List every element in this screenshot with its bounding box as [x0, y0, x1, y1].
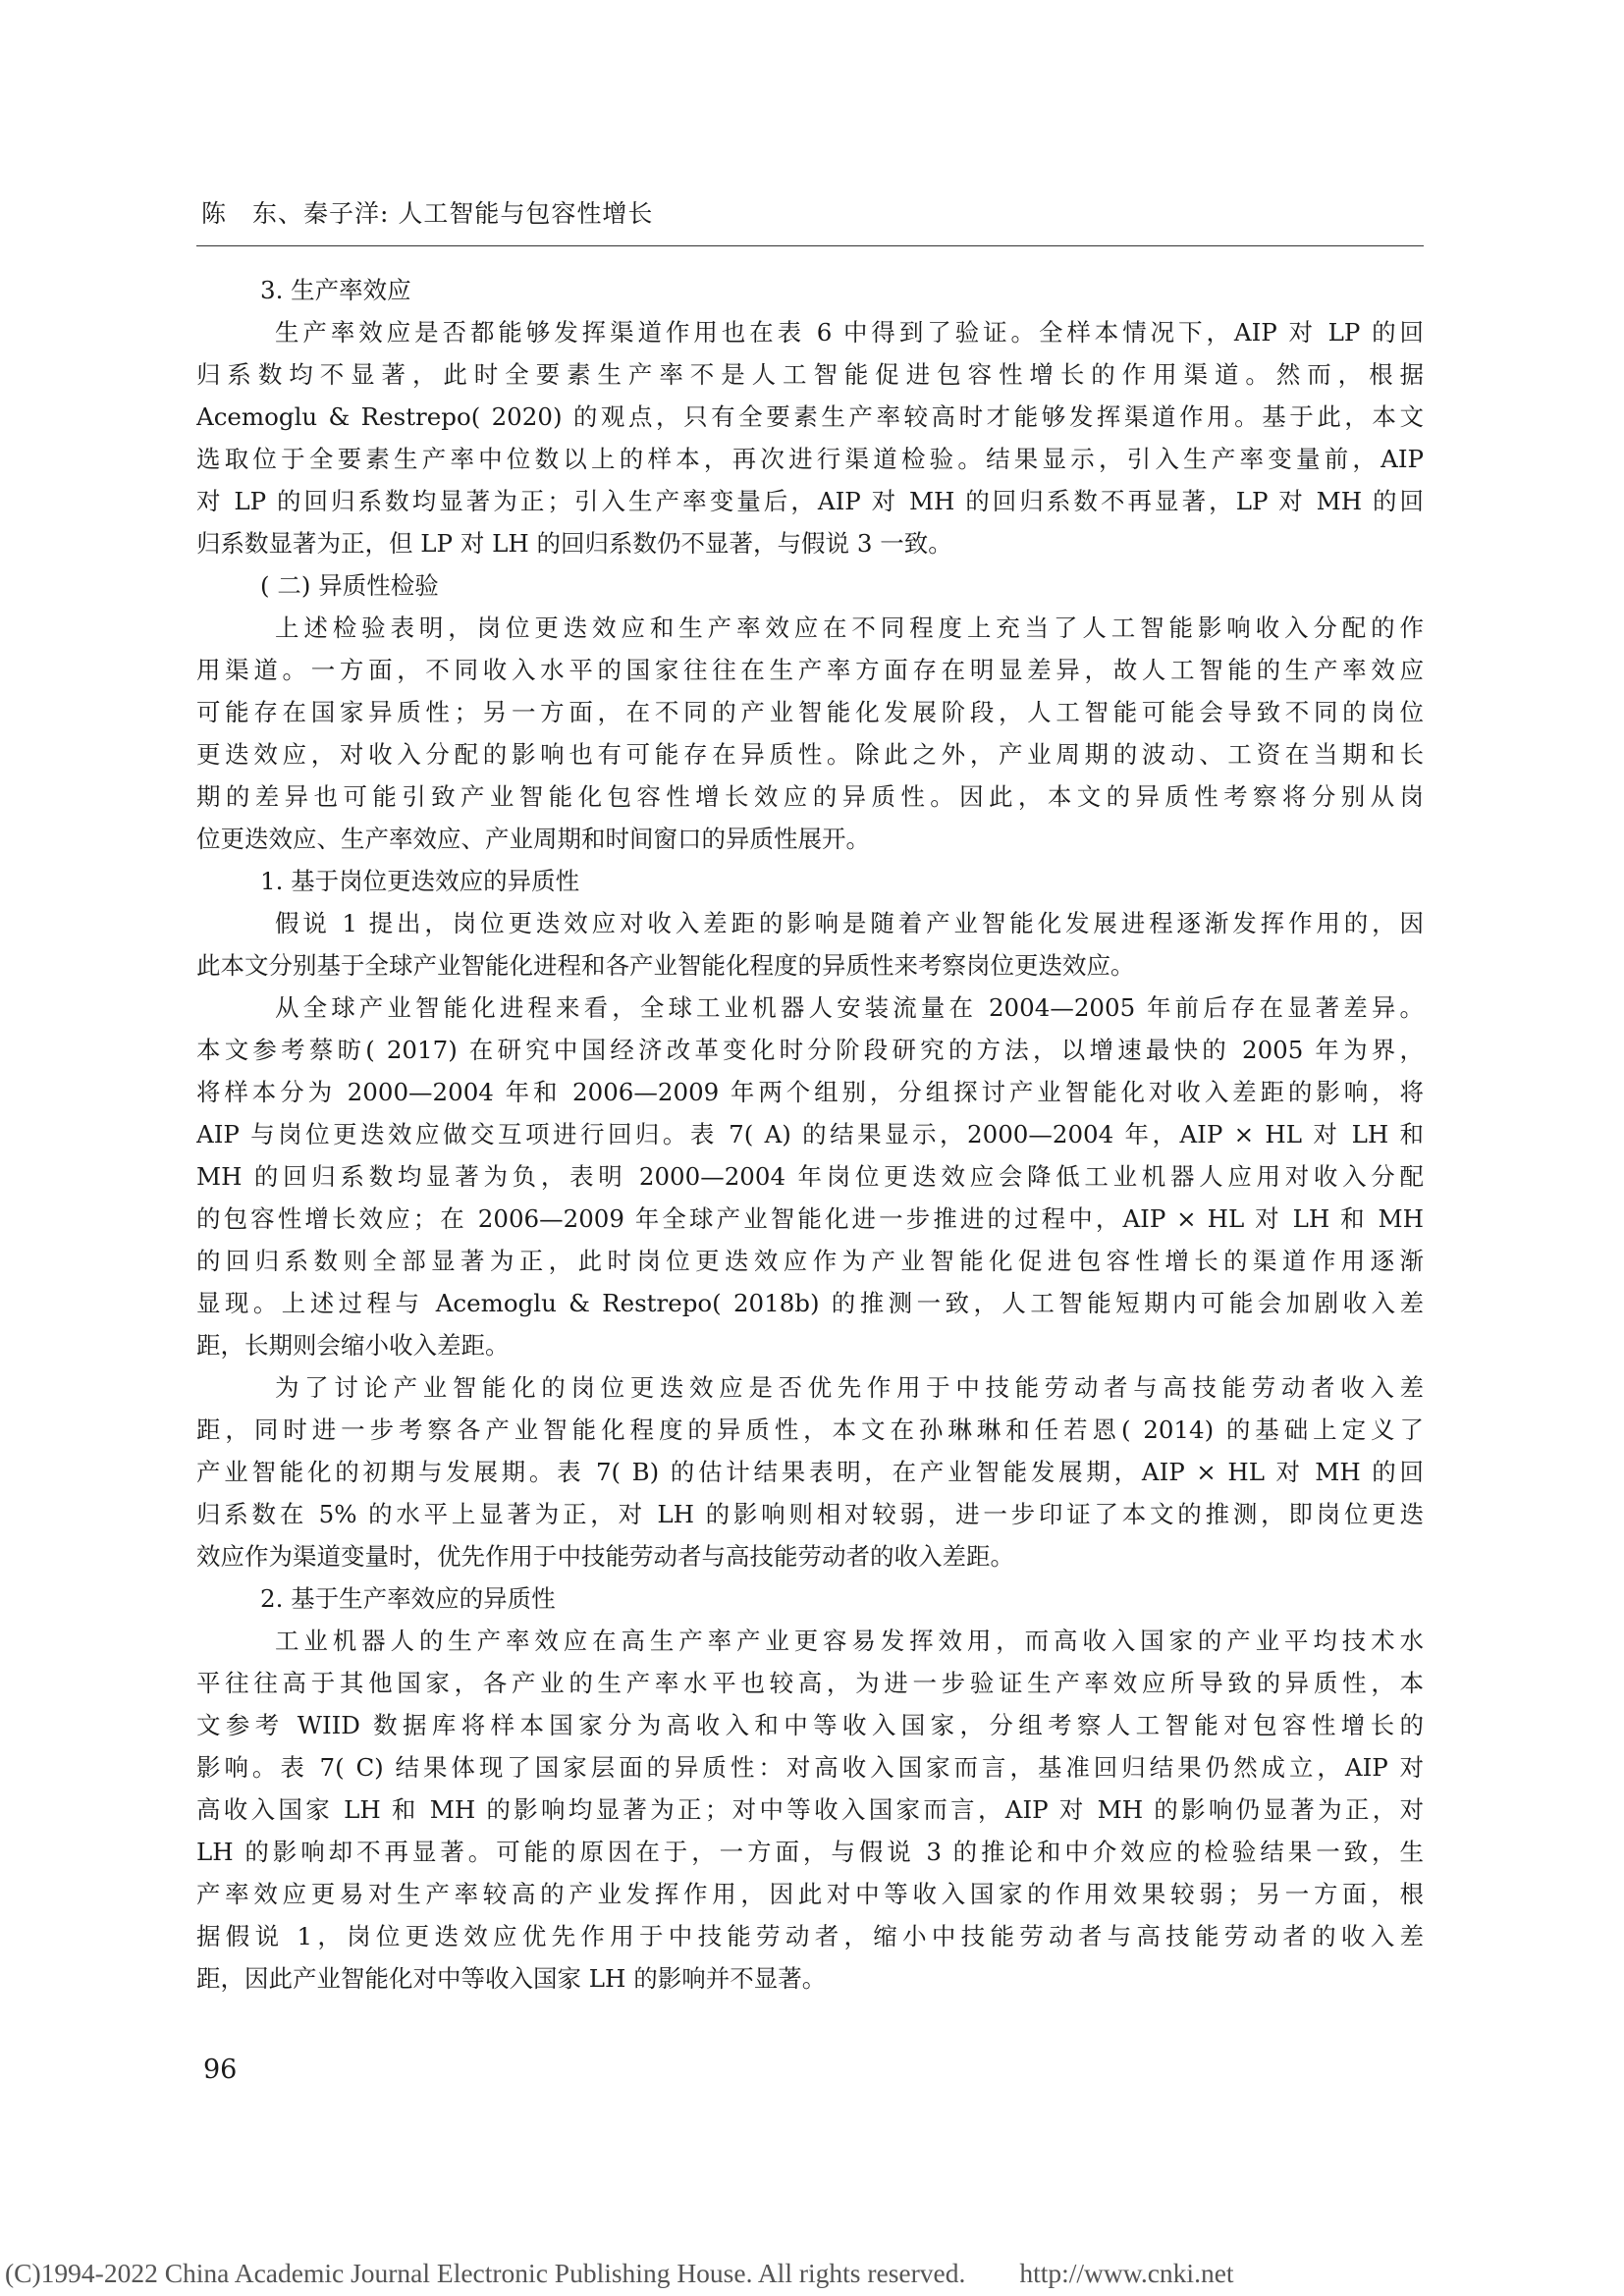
text-line: 据假说 1，岗位更迭效应优先作用于中技能劳动者，缩小中技能劳动者与高技能劳动者的收入差: [196, 1922, 1424, 1950]
text-line: 位更迭效应、生产率效应、产业周期和时间窗口的异质性展开。: [196, 825, 870, 853]
text-line: 的回归系数则全部显著为正，此时岗位更迭效应作为产业智能化促进包容性增长的渠道作用逐渐: [196, 1247, 1424, 1275]
running-header: 陈 东、秦子洋: 人工智能与包容性增长: [201, 199, 654, 228]
text-line: 距，因此产业智能化对中等收入国家 LH 的影响并不显著。: [196, 1964, 827, 1993]
section-heading: 1. 基于岗位更迭效应的异质性: [260, 867, 580, 895]
text-line: 距，长期则会缩小收入差距。: [196, 1331, 510, 1360]
copyright-notice: (C)1994-2022 China Academic Journal Electronic Publishing House. All rights reserved. http://www.cnki.net: [5, 2258, 1234, 2288]
article-body: [196, 269, 1424, 2000]
text-line: 的包容性增长效应；在 2006—2009 年全球产业智能化进一步推进的过程中，AIP × HL 对 LH 和 MH: [196, 1204, 1424, 1233]
text-line: 文参考 WIID 数据库将样本国家分为高收入和中等收入国家，分组考察人工智能对包容性增长的: [196, 1711, 1424, 1739]
section-heading: 2. 基于生产率效应的异质性: [260, 1584, 556, 1613]
section-heading: ( 二) 异质性检验: [260, 571, 439, 600]
text-line: 高收入国家 LH 和 MH 的影响均显著为正；对中等收入国家而言，AIP 对 MH 的影响仍显著为正，对: [196, 1795, 1424, 1824]
text-line: 本文参考蔡昉( 2017) 在研究中国经济改革变化时分阶段研究的方法，以增速最快的 2005 年为界，: [196, 1036, 1424, 1064]
text-line: 平往往高于其他国家，各产业的生产率水平也较高，为进一步验证生产率效应所导致的异质性，本: [196, 1669, 1424, 1697]
text-line: AIP 与岗位更迭效应做交互项进行回归。表 7( A) 的结果显示，2000—2004 年，AIP × HL 对 LH 和: [196, 1120, 1424, 1148]
text-line: 影响。表 7( C) 结果体现了国家层面的异质性：对高收入国家而言，基准回归结果仍然成立，AIP 对: [196, 1753, 1424, 1782]
header-divider: [196, 245, 1424, 246]
text-line: 产业智能化的初期与发展期。表 7( B) 的估计结果表明，在产业智能发展期，AIP × HL 对 MH 的回: [196, 1458, 1424, 1486]
text-line: MH 的回归系数均显著为负，表明 2000—2004 年岗位更迭效应会降低工业机器人应用对收入分配: [196, 1162, 1424, 1191]
text-line: 归系数均不显著，此时全要素生产率不是人工智能促进包容性增长的作用渠道。然而，根据: [196, 360, 1424, 389]
section-heading: 3. 生产率效应: [260, 276, 411, 304]
text-line: 距，同时进一步考察各产业智能化程度的异质性，本文在孙琳琳和任若恩( 2014) 的基础上定义了: [196, 1415, 1424, 1444]
page-number: 96: [203, 2055, 238, 2085]
text-line: 效应作为渠道变量时，优先作用于中技能劳动者与高技能劳动者的收入差距。: [196, 1542, 1014, 1571]
text-line: Acemoglu & Restrepo( 2020) 的观点，只有全要素生产率较高时才能够发挥渠道作用。基于此，本文: [196, 402, 1424, 431]
text-line: 工业机器人的生产率效应在高生产率产业更容易发挥效用，而高收入国家的产业平均技术水: [275, 1627, 1424, 1655]
text-line: 用渠道。一方面，不同收入水平的国家往往在生产率方面存在明显差异，故人工智能的生产率效应: [196, 656, 1424, 684]
text-line: 可能存在国家异质性；另一方面，在不同的产业智能化发展阶段，人工智能可能会导致不同的岗位: [196, 698, 1424, 726]
text-line: 显现。上述过程与 Acemoglu & Restrepo( 2018b) 的推测一致，人工智能短期内可能会加剧收入差: [196, 1289, 1424, 1317]
text-line: 产率效应更易对生产率较高的产业发挥作用，因此对中等收入国家的作用效果较弱；另一方面，根: [196, 1880, 1424, 1908]
text-line: 假说 1 提出，岗位更迭效应对收入差距的影响是随着产业智能化发展进程逐渐发挥作用的，因: [275, 909, 1424, 937]
text-line: 归系数在 5% 的水平上显著为正，对 LH 的影响则相对较弱，进一步印证了本文的推测，即岗位更迭: [196, 1500, 1424, 1528]
text-line: LH 的影响却不再显著。可能的原因在于，一方面，与假说 3 的推论和中介效应的检验结果一致，生: [196, 1838, 1424, 1866]
text-line: 生产率效应是否都能够发挥渠道作用也在表 6 中得到了验证。全样本情况下，AIP 对 LP 的回: [275, 318, 1424, 347]
text-line: 将样本分为 2000—2004 年和 2006—2009 年两个组别，分组探讨产业智能化对收入差距的影响，将: [196, 1078, 1424, 1106]
text-line: 为了讨论产业智能化的岗位更迭效应是否优先作用于中技能劳动者与高技能劳动者收入差: [275, 1373, 1424, 1402]
text-line: 上述检验表明，岗位更迭效应和生产率效应在不同程度上充当了人工智能影响收入分配的作: [275, 614, 1424, 642]
text-line: 此本文分别基于全球产业智能化进程和各产业智能化程度的异质性来考察岗位更迭效应。: [196, 951, 1135, 980]
text-line: 从全球产业智能化进程来看，全球工业机器人安装流量在 2004—2005 年前后存在显著差异。: [275, 993, 1424, 1022]
text-line: 期的差异也可能引致产业智能化包容性增长效应的异质性。因此，本文的异质性考察将分别从岗: [196, 782, 1424, 811]
text-line: 更迭效应，对收入分配的影响也有可能存在异质性。除此之外，产业周期的波动、工资在当期和长: [196, 740, 1424, 769]
text-line: 对 LP 的回归系数均显著为正；引入生产率变量后，AIP 对 MH 的回归系数不再显著，LP 对 MH 的回: [196, 487, 1424, 515]
text-line: 归系数显著为正，但 LP 对 LH 的回归系数仍不显著，与假说 3 一致。: [196, 529, 952, 558]
text-line: 选取位于全要素生产率中位数以上的样本，再次进行渠道检验。结果显示，引入生产率变量前，AIP: [196, 445, 1424, 473]
